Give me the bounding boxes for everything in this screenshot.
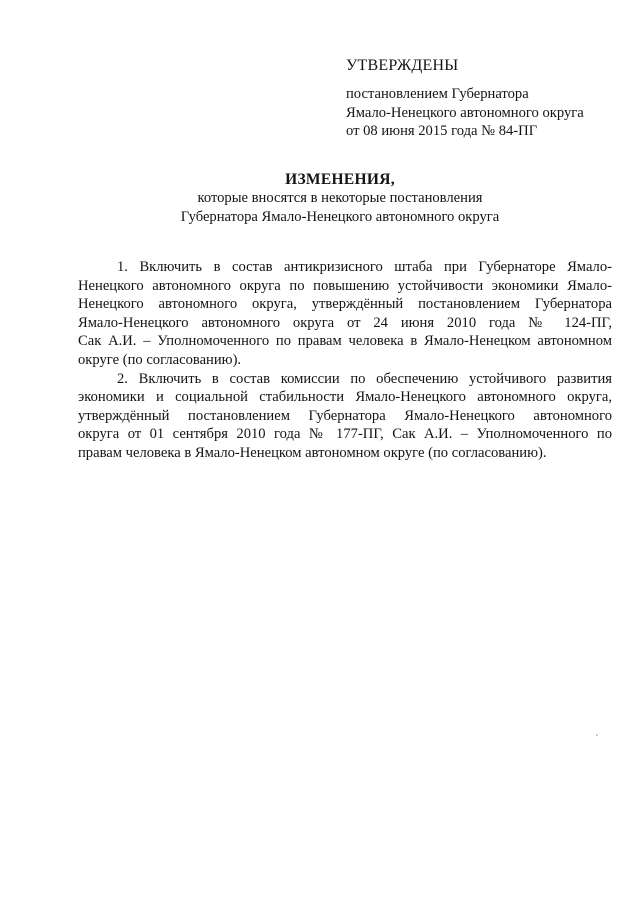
text-line: экономики и социальной стабильности Ямало-Ненецкого автономного округа, (78, 389, 612, 406)
text-line: 2. Включить в состав комиссии по обеспечению устойчивого развития (117, 370, 612, 387)
approval-heading: УТВЕРЖДЕНЫ (346, 57, 459, 74)
text-line: Ненецкого автономного округа по повышению устойчивости экономики Ямало- (78, 277, 612, 294)
approval-block (346, 56, 616, 141)
document-body (78, 258, 612, 463)
text-line: правам человека в Ямало-Ненецком автономном округе (по согласованию). (78, 444, 547, 461)
change-item-1 (78, 258, 612, 370)
change-item-2 (78, 370, 612, 463)
text-line: утверждённый постановлением Губернатора Ямало-Ненецкого автономного (78, 407, 612, 424)
approval-line: Ямало-Ненецкого автономного округа (346, 104, 584, 121)
text-line: Ненецкого автономного округа, утверждённый постановлением Губернатора (78, 296, 612, 313)
changes-title-block (0, 170, 640, 226)
document-subtitle-line: которые вносятся в некоторые постановления (197, 190, 483, 206)
text-line: округе (по согласованию). (78, 351, 242, 368)
text-line: 1. Включить в состав антикризисного штаба при Губернаторе Ямало- (117, 259, 612, 275)
document-title: ИЗМЕНЕНИЯ, (285, 171, 395, 188)
text-line: Ямало-Ненецкого автономного округа от 24 июня 2010 года № 124-ПГ, (78, 314, 612, 331)
text-line: Сак А.И. – Уполномоченного по правам человека в Ямало-Ненецком автономном (78, 333, 612, 350)
text-line: округа от 01 сентября 2010 года № 177-ПГ, Сак А.И. – Уполномоченного по (78, 426, 612, 443)
approval-line: от 08 июня 2015 года № 84-ПГ (346, 123, 538, 139)
scan-speck (596, 734, 598, 736)
approval-line: постановлением Губернатора (346, 86, 529, 102)
document-subtitle-line: Губернатора Ямало-Ненецкого автономного округа (180, 208, 500, 225)
